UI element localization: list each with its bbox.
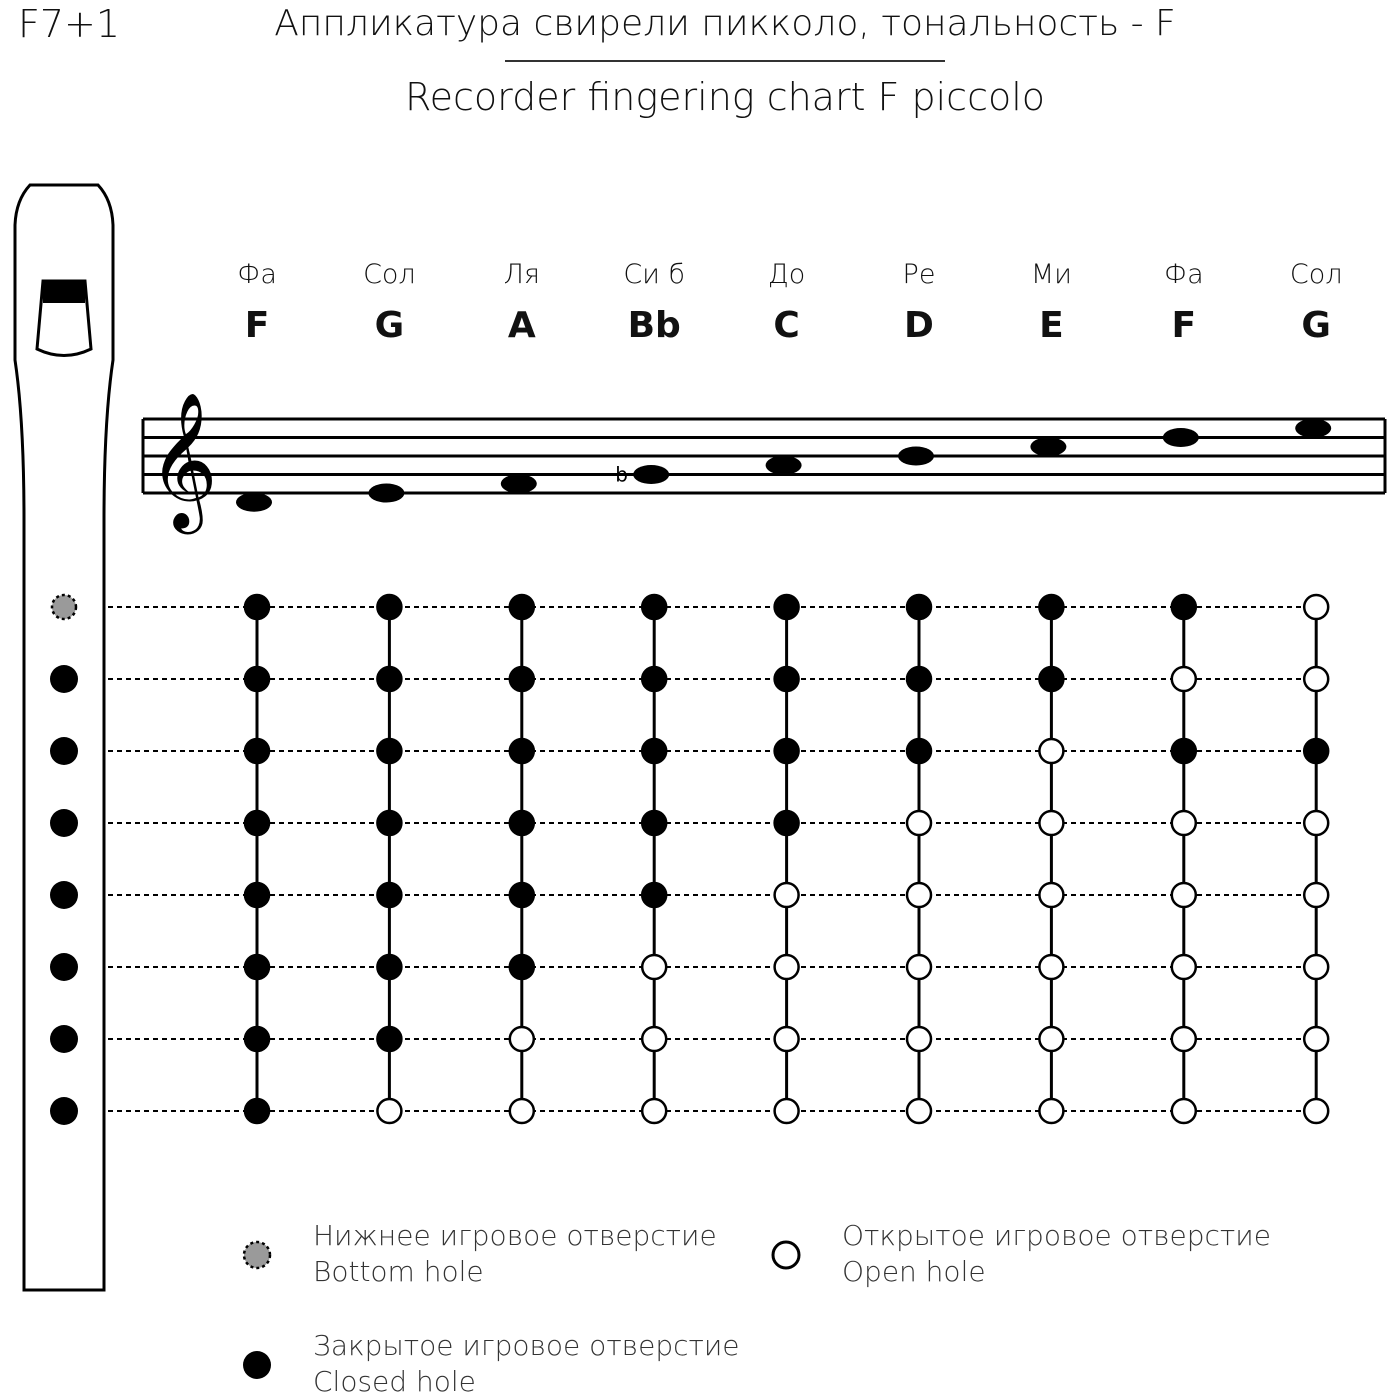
closed-hole [775, 667, 799, 691]
note-label-ru: До [767, 259, 806, 290]
note-label-en: Bb [627, 305, 681, 346]
legend-closed-hole [313, 1328, 740, 1400]
note-label-en: G [1301, 305, 1331, 346]
closed-hole [1172, 595, 1196, 619]
closed-hole [1039, 595, 1063, 619]
closed-hole [775, 739, 799, 763]
note-label-ru: Фа [237, 259, 277, 290]
open-hole [1172, 811, 1196, 835]
closed-hole [907, 595, 931, 619]
open-hole [642, 955, 666, 979]
note-label-ru: Фа [1163, 259, 1204, 290]
staff-note-head [1295, 419, 1331, 438]
note-label-ru: Сол [1289, 259, 1343, 290]
title-english: Recorder fingering chart F piccolo [404, 75, 1046, 119]
staff-note-head [898, 447, 934, 466]
open-hole [775, 1099, 799, 1123]
legend-closed-hole-icon [243, 1351, 271, 1379]
closed-hole [907, 667, 931, 691]
recorder-window-dark [43, 281, 85, 303]
closed-hole [245, 1027, 269, 1051]
closed-hole [642, 667, 666, 691]
fingering-grid [245, 595, 1328, 1123]
staff-note-head [1163, 428, 1199, 447]
note-label-ru: Ля [503, 259, 540, 290]
open-hole [377, 1099, 401, 1123]
legend-bottom-hole-en: Bottom hole [313, 1255, 484, 1288]
closed-hole [510, 595, 534, 619]
open-hole [1304, 1099, 1328, 1123]
closed-hole [510, 667, 534, 691]
staff-note-head [236, 493, 272, 512]
open-hole [775, 883, 799, 907]
open-hole [642, 1099, 666, 1123]
recorder-hole [50, 665, 78, 693]
recorder-bottom-hole [52, 595, 76, 619]
title-russian: Аппликатура свирели пикколо, тональность - F [274, 3, 1176, 44]
open-hole [1172, 1099, 1196, 1123]
legend-closed-hole-en: Closed hole [313, 1365, 476, 1398]
legend-closed-hole-ru: Закрытое игровое отверстие [313, 1329, 740, 1362]
chart-code: F7+1 [18, 2, 121, 46]
recorder-hole [50, 1097, 78, 1125]
recorder-hole [50, 809, 78, 837]
open-hole [1304, 595, 1328, 619]
open-hole [907, 1099, 931, 1123]
closed-hole [1304, 739, 1328, 763]
open-hole [1172, 1027, 1196, 1051]
closed-hole [907, 739, 931, 763]
closed-hole [1172, 739, 1196, 763]
closed-hole [642, 883, 666, 907]
note-label-en: D [904, 305, 934, 346]
legend-bottom-hole [313, 1218, 717, 1290]
open-hole [907, 955, 931, 979]
open-hole [642, 1027, 666, 1051]
open-hole [1304, 811, 1328, 835]
legend-bottom-hole-icon [244, 1242, 270, 1268]
open-hole [510, 1027, 534, 1051]
closed-hole [510, 883, 534, 907]
open-hole [1172, 667, 1196, 691]
note-label-en: C [773, 305, 800, 346]
open-hole [1304, 667, 1328, 691]
legend-open-hole [842, 1218, 1271, 1290]
closed-hole [377, 739, 401, 763]
open-hole [1039, 811, 1063, 835]
legend-open-hole-en: Open hole [842, 1255, 986, 1288]
hole-guide-lines [108, 607, 1316, 1111]
staff-note-head [633, 465, 669, 484]
recorder-hole [50, 953, 78, 981]
closed-hole [245, 595, 269, 619]
closed-hole [245, 1099, 269, 1123]
closed-hole [377, 811, 401, 835]
open-hole [1039, 739, 1063, 763]
staff-notes [236, 419, 1331, 512]
staff-note-head [368, 484, 404, 503]
note-label-en: E [1039, 305, 1064, 346]
closed-hole [245, 811, 269, 835]
closed-hole [245, 739, 269, 763]
legend-open-hole-icon [773, 1242, 799, 1268]
closed-hole [245, 883, 269, 907]
closed-hole [510, 739, 534, 763]
closed-hole [510, 955, 534, 979]
open-hole [510, 1099, 534, 1123]
closed-hole [642, 595, 666, 619]
note-label-ru: Си б [623, 259, 686, 290]
recorder-hole [50, 1025, 78, 1053]
music-staff [143, 419, 1385, 493]
legend-bottom-hole-ru: Нижнее игровое отверстие [313, 1219, 717, 1252]
closed-hole [377, 883, 401, 907]
note-label-en: G [374, 305, 405, 346]
recorder-hole [50, 737, 78, 765]
open-hole [1304, 1027, 1328, 1051]
open-hole [775, 955, 799, 979]
closed-hole [377, 667, 401, 691]
open-hole [1304, 955, 1328, 979]
open-hole [1039, 883, 1063, 907]
open-hole [1172, 955, 1196, 979]
note-label-ru: Ре [902, 259, 936, 290]
open-hole [775, 1027, 799, 1051]
closed-hole [775, 811, 799, 835]
closed-hole [377, 955, 401, 979]
staff-note-head [1030, 437, 1066, 456]
closed-hole [245, 667, 269, 691]
closed-hole [377, 1027, 401, 1051]
flat-accidental: b [615, 462, 628, 487]
open-hole [1039, 955, 1063, 979]
closed-hole [642, 811, 666, 835]
note-label-en: A [507, 305, 536, 346]
note-label-ru: Сол [363, 259, 416, 290]
closed-hole [1039, 667, 1063, 691]
open-hole [907, 811, 931, 835]
closed-hole [245, 955, 269, 979]
closed-hole [510, 811, 534, 835]
recorder-hole [50, 881, 78, 909]
open-hole [1304, 883, 1328, 907]
note-label-ru: Ми [1030, 259, 1072, 290]
open-hole [1172, 883, 1196, 907]
staff-note-head [766, 456, 802, 475]
open-hole [1039, 1027, 1063, 1051]
closed-hole [377, 595, 401, 619]
note-label-en: F [244, 305, 270, 346]
treble-clef-icon: 𝄞 [148, 390, 218, 528]
staff-note-head [501, 474, 537, 493]
open-hole [907, 883, 931, 907]
closed-hole [775, 595, 799, 619]
open-hole [1039, 1099, 1063, 1123]
open-hole [907, 1027, 931, 1051]
note-label-en: F [1171, 305, 1197, 346]
closed-hole [642, 739, 666, 763]
legend-open-hole-ru: Открытое игровое отверстие [842, 1219, 1271, 1252]
